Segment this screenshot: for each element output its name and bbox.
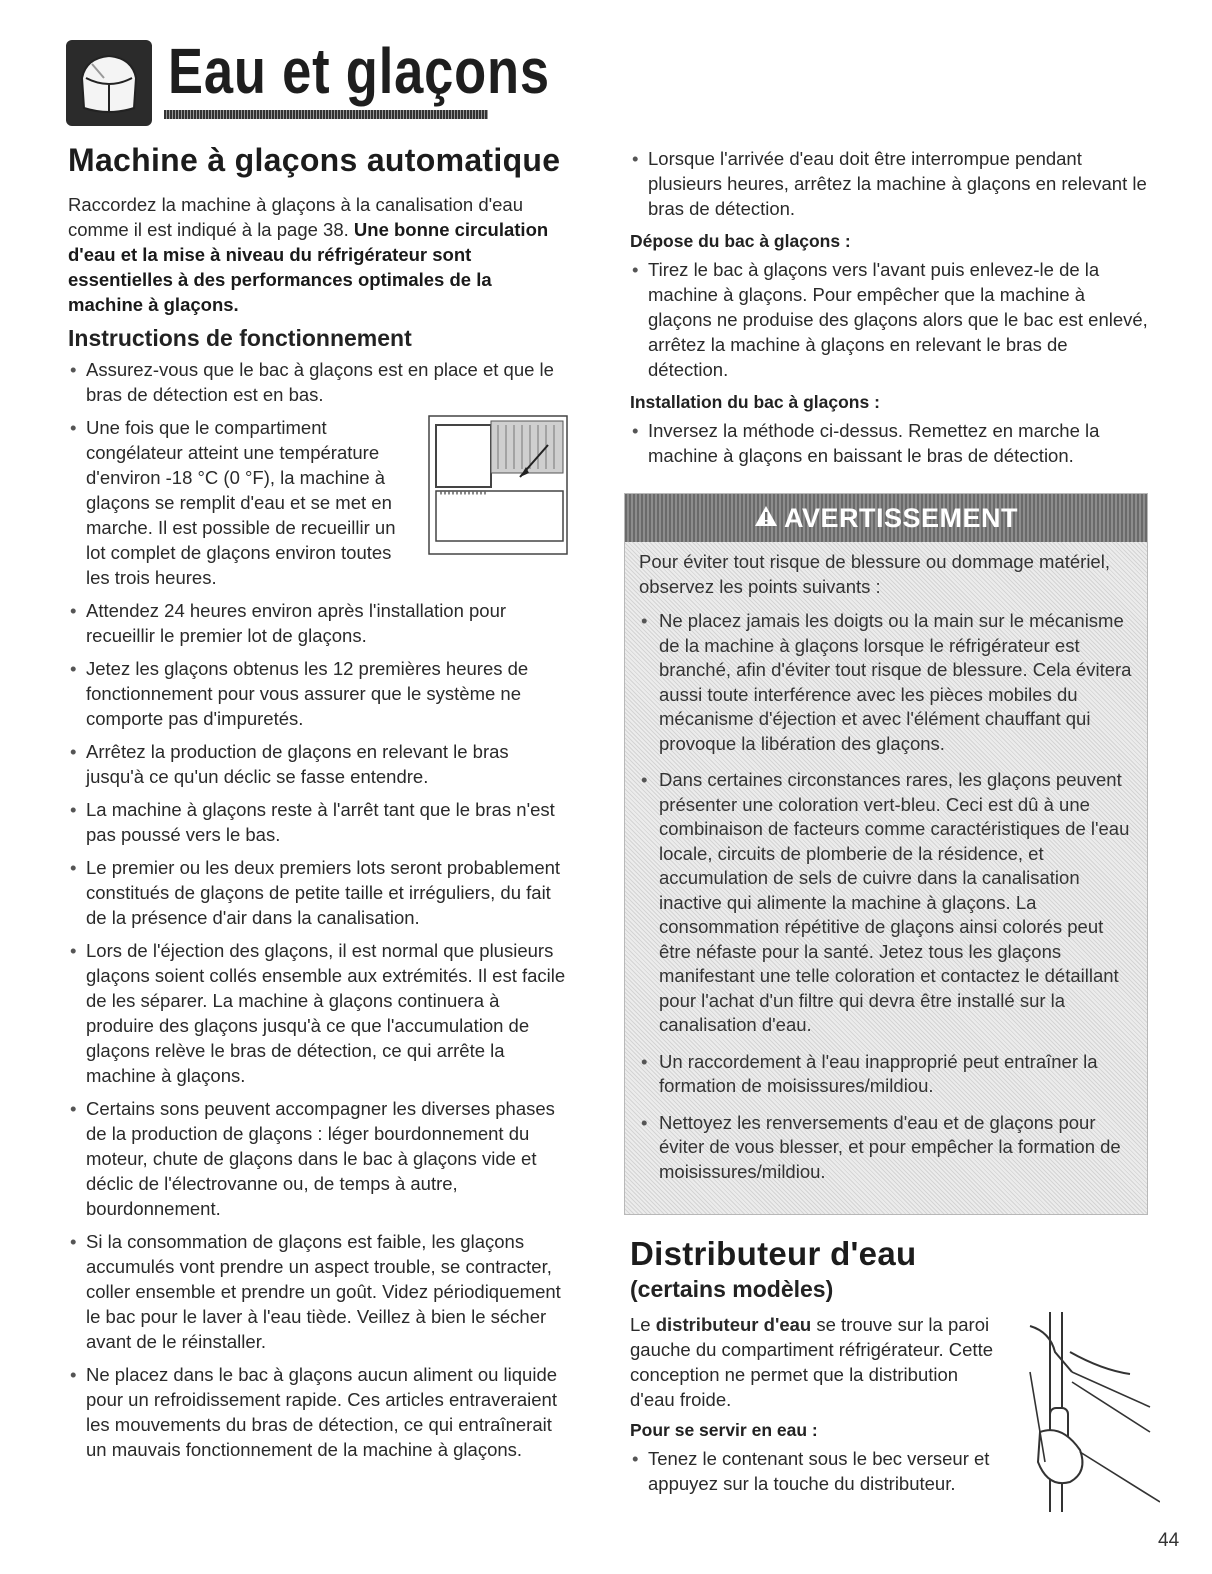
list-item: • Tirez le bac à glaçons vers l'avant puis enlevez-le de la machine à glaçons. Pour empêcher que la machine à glaçons ne produise des glaçons alors que le bac est enlevé, arrêtez la machine à glaçons en relevant le bras de détection. xyxy=(630,257,1150,382)
list-item: • Une fois que le compartiment congélateur atteint une température d'environ -18 °C (0 °F), la machine à glaçons se remplit d'eau et se met en marche. Il est possible de recueillir un lot complet de glaçons environ toutes les trois heures. xyxy=(68,415,568,590)
page-title: Eau et glaçons xyxy=(168,35,550,107)
left-column xyxy=(68,140,568,1470)
warning-box xyxy=(624,493,1148,1215)
warning-triangle-icon xyxy=(754,503,778,534)
list-item: • Ne placez dans le bac à glaçons aucun aliment ou liquide pour un refroidissement rapide. Ces articles entraveraient les mouvements du bras de détection, ce qui entraînerait un mauvais fonctionnement de la machine à glaçons. xyxy=(68,1362,568,1462)
intro-text: Raccordez la machine à glaçons à la canalisation d'eau comme il est indiqué à la page 38. xyxy=(68,194,524,240)
ice-maker-title: Machine à glaçons automatique xyxy=(68,142,561,178)
instructions-title: Instructions de fonctionnement xyxy=(68,325,412,351)
warning-body xyxy=(625,542,1147,1184)
intro-bold-text: Une bonne circulation d'eau et la mise à niveau du réfrigérateur sont essentielles à des performances optimales de la machine à glaçons. xyxy=(68,219,549,315)
warning-list xyxy=(639,609,1133,1184)
water-dispenser-section xyxy=(630,1234,1160,1512)
list-item: • Arrêtez la production de glaçons en relevant le bras jusqu'à ce qu'un déclic se fasse entendre. xyxy=(68,739,568,789)
bin-removal-list xyxy=(630,257,1150,382)
warning-intro: Pour éviter tout risque de blessure ou dommage matériel, observez les points suivants : xyxy=(639,551,1110,597)
list-item: • Assurez-vous que le bac à glaçons est en place et que le bras de détection est en bas. xyxy=(68,357,568,407)
bin-removal-title: Dépose du bac à glaçons : xyxy=(630,231,851,251)
list-item: • Tenez le contenant sous le bec verseur et appuyez sur la touche du distributeur. xyxy=(630,1446,1160,1496)
warning-banner xyxy=(625,494,1147,542)
list-item: • Lorsque l'arrivée d'eau doit être interrompue pendant plusieurs heures, arrêtez la machine à glaçons en relevant le bras de détection. xyxy=(630,146,1150,221)
ice-maker-intro xyxy=(68,192,568,317)
list-item: • La machine à glaçons reste à l'arrêt tant que le bras n'est pas poussé vers le bas. xyxy=(68,797,568,847)
list-item: • Jetez les glaçons obtenus les 12 premières heures de fonctionnement pour vous assurer que le système ne comporte pas d'impuretés. xyxy=(68,656,568,731)
list-item: • Inversez la méthode ci-dessus. Remettez en marche la machine à glaçons en baissant le bras de détection. xyxy=(630,418,1150,468)
list-item: • Si la consommation de glaçons est faible, les glaçons accumulés vont prendre un aspect trouble, se contracter, coller ensemble et prendre un goût. Videz périodiquement le bac pour le laver à l'eau tiède. Veillez à bien le sécher avant de le réinstaller. xyxy=(68,1229,568,1354)
list-item: • Attendez 24 heures environ après l'installation pour recueillir le premier lot de glaçons. xyxy=(68,598,568,648)
dispenser-title: Distributeur d'eau xyxy=(630,1235,917,1272)
warning-title: AVERTISSEMENT xyxy=(783,502,1019,533)
list-item: • Ne placez jamais les doigts ou la main sur le mécanisme de la machine à glaçons lorsque le réfrigérateur est branché, afin d'éviter tout risque de blessure. Cela évitera aussi toute interférence avec les pièces mobiles du mécanisme d'éjection et avec l'élément chauffant qui provoque la libération des glaçons. xyxy=(639,609,1133,756)
list-item: • Un raccordement à l'eau inapproprié peut entraîner la formation de moisissures/mildiou. xyxy=(639,1050,1133,1099)
dispenser-use-list xyxy=(630,1446,1160,1496)
dispenser-subtitle: (certains modèles) xyxy=(630,1276,834,1302)
right-column xyxy=(630,146,1150,476)
dispenser-description: Le distributeur d'eau se trouve sur la paroi gauche du compartiment réfrigérateur. Cette conception ne permet que la distribution d'eau froide. xyxy=(630,1314,993,1410)
title-underline xyxy=(164,110,488,119)
ice-maker-illustration xyxy=(428,415,568,555)
list-item: • Le premier ou les deux premiers lots seront probablement constitués de glaçons de petite taille et irréguliers, du fait de la présence d'air dans la canalisation. xyxy=(68,855,568,930)
list-item: • Lors de l'éjection des glaçons, il est normal que plusieurs glaçons soient collés ensemble aux extrémités. Il est facile de les séparer. La machine à glaçons continuera à produire des glaçons jusqu'à ce que l'accumulation de glaçons relève le bras de détection, ce qui arrête la machine à glaçons. xyxy=(68,938,568,1088)
list-item: • Nettoyez les renversements d'eau et de glaçons pour éviter de vous blesser, et pour empêcher la formation de moisissures/mildiou. xyxy=(639,1111,1133,1185)
water-shutoff-list xyxy=(630,146,1150,221)
bin-install-title: Installation du bac à glaçons : xyxy=(630,392,880,412)
list-item: • Certains sons peuvent accompagner les diverses phases de la production de glaçons : léger bourdonnement du moteur, chute de glaçons dans le bac à glaçons vide et déclic de l'électrovanne ou, de temps à autre, bourdonnement. xyxy=(68,1096,568,1221)
page-number: 44 xyxy=(1158,1530,1180,1551)
bin-install-list xyxy=(630,418,1150,468)
list-item: • Dans certaines circonstances rares, les glaçons peuvent présenter une coloration vert-bleu. Ceci est dû à une combinaison de facteurs comme caractéristiques de l'eau locale, circuits de plomberie de la résidence, et accumulation de sels de cuivre dans la canalisation inactive qui alimente la machine à glaçons. La consommation répétitive de glaçons ainsi colorés peut être néfaste pour la santé. Jetez tous les glaçons manifestant une telle coloration et contactez le détaillant pour l'achat d'un filtre qui devra être installé sur la canalisation d'eau. xyxy=(639,768,1133,1038)
ice-cube-icon xyxy=(64,38,154,128)
instructions-list xyxy=(68,357,568,1462)
dispenser-use-title: Pour se servir en eau : xyxy=(630,1420,818,1440)
dispenser-bold: distributeur d'eau xyxy=(655,1314,812,1335)
